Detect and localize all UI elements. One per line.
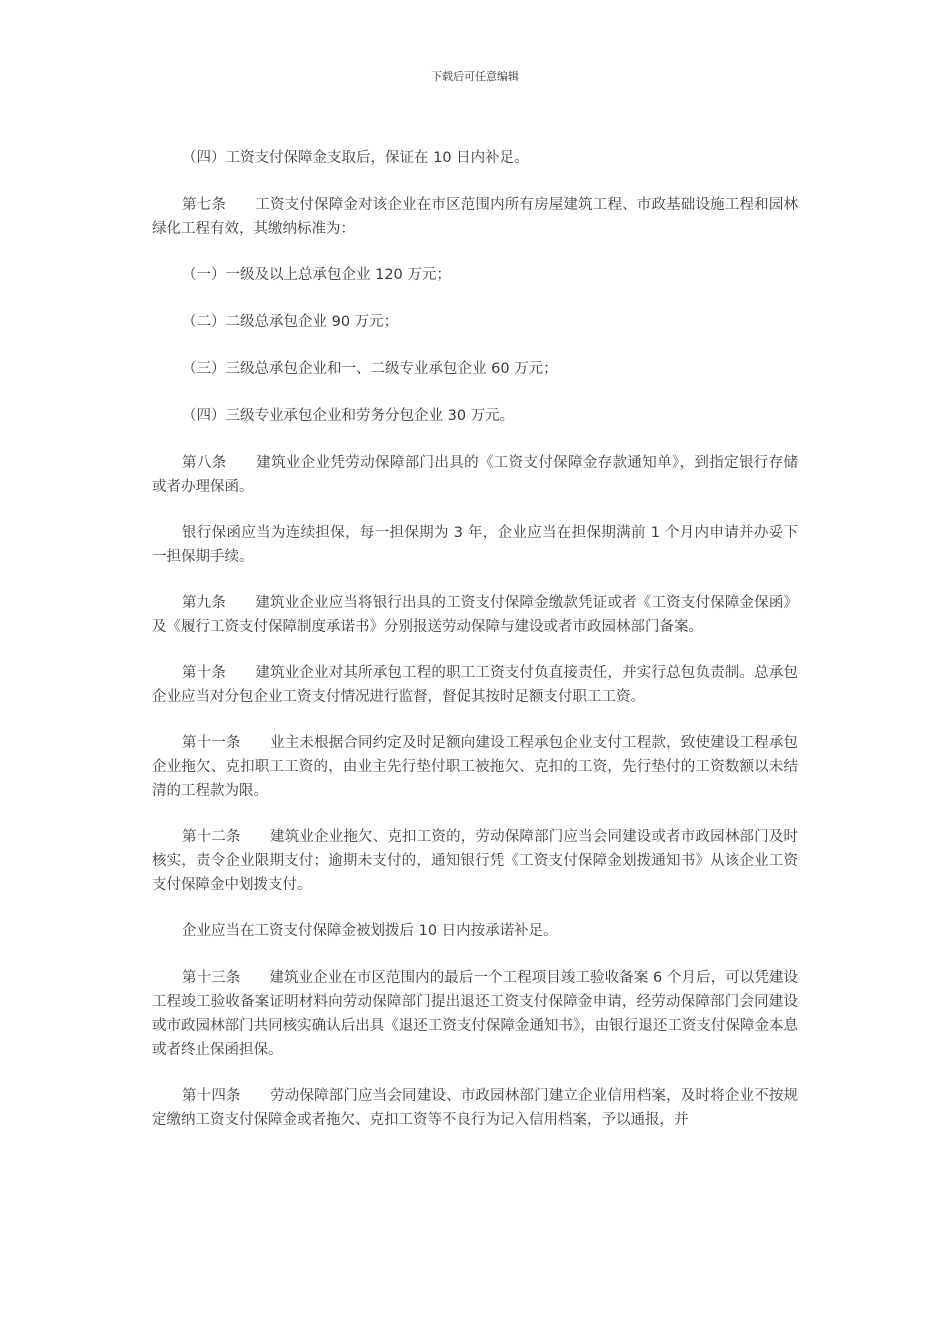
- paragraph: 第八条 建筑业企业凭劳动保障部门出具的《工资支付保障金存款通知单》，到指定银行存储或者办理保函。: [152, 455, 798, 495]
- page-header: 下载后可任意编辑: [431, 70, 519, 83]
- paragraph: 第十条 建筑业企业对其所承包工程的职工工资支付负直接责任，并实行总包负责制。总承包企业应当对分包企业工资支付情况进行监督，督促其按时足额支付职工工资。: [152, 665, 798, 705]
- paragraph: 第七条 工资支付保障金对该企业在市区范围内所有房屋建筑工程、市政基础设施工程和园林绿化工程有效，其缴纳标准为：: [152, 197, 798, 237]
- paragraph: 银行保函应当为连续担保，每一担保期为 3 年，企业应当在担保期满前 1 个月内申请并办妥下一担保期手续。: [152, 525, 798, 565]
- paragraph: 企业应当在工资支付保障金被划拨后 10 日内按承诺补足。: [182, 923, 558, 939]
- paragraph: （三）三级总承包企业和一、二级专业承包企业 60 万元；: [182, 361, 558, 377]
- paragraph: （四）工资支付保障金支取后，保证在 10 日内补足。: [182, 150, 529, 166]
- paragraph: 第十二条 建筑业企业拖欠、克扣工资的，劳动保障部门应当会同建设或者市政园林部门及时核实，责令企业限期支付；逾期未支付的，通知银行凭《工资支付保障金划拨通知书》从该企业工资支付保障金中划拨支付。: [152, 829, 798, 893]
- paragraph: （一）一级及以上总承包企业 120 万元；: [182, 267, 451, 283]
- paragraph: （二）二级总承包企业 90 万元；: [182, 314, 399, 330]
- paragraph: 第九条 建筑业企业应当将银行出具的工资支付保障金缴款凭证或者《工资支付保障金保函》及《履行工资支付保障制度承诺书》分别报送劳动保障与建设或者市政园林部门备案。: [152, 595, 798, 635]
- paragraph: （四）三级专业承包企业和劳务分包企业 30 万元。: [182, 408, 515, 424]
- paragraph: 第十三条 建筑业企业在市区范围内的最后一个工程项目竣工验收备案 6 个月后，可以凭建设工程竣工验收备案证明材料向劳动保障部门提出退还工资支付保障金申请，经劳动保障部门会同建设或市政园林部门共同核实确认后出具《退还工资支付保障金通知书》，由银行退还工资支付保障金本息或者终止保函担保。: [152, 970, 798, 1058]
- document-body: [152, 146, 798, 1154]
- paragraph: 第十一条 业主未根据合同约定及时足额向建设工程承包企业支付工程款，致使建设工程承包企业拖欠、克扣职工工资的，由业主先行垫付职工被拖欠、克扣的工资，先行垫付的工资数额以未结清的工程款为限。: [152, 735, 798, 799]
- paragraph: 第十四条 劳动保障部门应当会同建设、市政园林部门建立企业信用档案，及时将企业不按规定缴纳工资支付保障金或者拖欠、克扣工资等不良行为记入信用档案，予以通报，并: [152, 1088, 798, 1128]
